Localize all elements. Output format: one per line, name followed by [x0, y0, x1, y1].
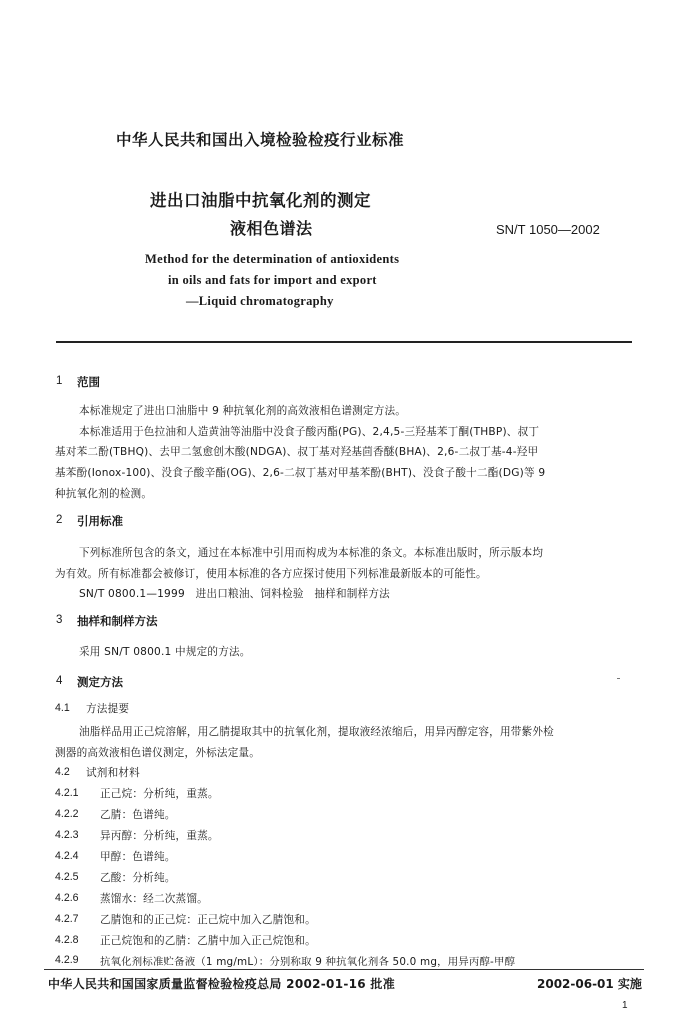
item-number: 4.2.3 — [55, 829, 79, 841]
english-title-line1: Method for the determination of antioxidents — [145, 252, 400, 266]
implementation-date: 2002-06-01 实施 — [537, 977, 642, 991]
item-text: 乙腈：色谱纯。 — [100, 809, 176, 821]
section-number: 1 — [56, 375, 63, 387]
paragraph-line: 下列标准所包含的条文，通过在本标准中引用而构成为本标准的条文。本标准出版时，所示版本均 — [79, 547, 544, 559]
section-number: 4 — [56, 675, 63, 687]
item-number: 4.2.9 — [55, 954, 79, 966]
section-number: 3 — [56, 614, 63, 626]
standard-number: SN/T 1050—2002 — [496, 222, 600, 237]
subsection-heading: 方法提要 — [86, 703, 130, 715]
paragraph-line: 本标准适用于色拉油和人造黄油等油脂中没食子酸丙酯(PG)、2,4,5-三羟基苯丁酮(THBP)、叔丁 — [79, 426, 540, 438]
footer-divider — [44, 969, 644, 970]
item-text: 乙腈饱和的正己烷：正己烷中加入乙腈饱和。 — [100, 914, 316, 926]
header-divider — [56, 341, 632, 343]
page-number: 1 — [622, 1000, 628, 1011]
item-text: 乙酸：分析纯。 — [100, 872, 176, 884]
section-number: 2 — [56, 514, 63, 526]
item-number: 4.2.6 — [55, 892, 79, 904]
reference-item: SN/T 0800.1—1999 进出口粮油、饲料检验 抽样和制样方法 — [79, 588, 390, 600]
paragraph-line: 采用 SN/T 0800.1 中规定的方法。 — [79, 646, 251, 658]
item-text: 正己烷饱和的乙腈：乙腈中加入正己烷饱和。 — [100, 935, 316, 947]
subsection-heading: 试剂和材料 — [86, 767, 140, 779]
industry-title: 中华人民共和国出入境检验检疫行业标准 — [116, 131, 405, 149]
approval-issuer: 中华人民共和国国家质量监督检验检疫总局 2002-01-16 批准 — [48, 977, 396, 991]
item-text: 甲醇：色谱纯。 — [100, 851, 176, 863]
section-heading-scope: 范围 — [77, 375, 100, 389]
item-number: 4.2.2 — [55, 808, 79, 820]
english-title-line2: in oils and fats for import and export — [168, 273, 377, 287]
item-number: 4.2.4 — [55, 850, 79, 862]
subsection-number: 4.2 — [55, 766, 70, 778]
item-number: 4.2.5 — [55, 871, 79, 883]
item-number: 4.2.1 — [55, 787, 79, 799]
english-title-line3: —Liquid chromatography — [186, 294, 334, 308]
paragraph-line: 基对苯二酚(TBHQ)、去甲二氢愈创木酸(NDGA)、叔丁基对羟基茴香醚(BHA)、2,6-二叔丁基-4-羟甲 — [55, 446, 539, 458]
paragraph-line: 种抗氧化剂的检测。 — [55, 488, 153, 500]
section-heading-sampling: 抽样和制样方法 — [77, 614, 158, 628]
paragraph-line: 本标准规定了进出口油脂中 9 种抗氧化剂的高效液相色谱测定方法。 — [79, 405, 407, 417]
paragraph-line: 油脂样品用正己烷溶解，用乙腈提取其中的抗氧化剂，提取液经浓缩后，用异丙醇定容，用带紫外检 — [79, 726, 554, 738]
document-title-line2: 液相色谱法 — [230, 219, 313, 238]
item-text: 正己烷：分析纯，重蒸。 — [100, 788, 219, 800]
subsection-number: 4.1 — [55, 702, 70, 714]
scan-speck — [617, 678, 620, 679]
item-text: 蒸馏水：经二次蒸馏。 — [100, 893, 208, 905]
item-text: 异丙醇：分析纯，重蒸。 — [100, 830, 219, 842]
document-title-line1: 进出口油脂中抗氧化剂的测定 — [150, 191, 371, 210]
section-heading-references: 引用标准 — [77, 514, 123, 528]
section-heading-method: 测定方法 — [77, 675, 123, 689]
paragraph-line: 测器的高效液相色谱仪测定，外标法定量。 — [55, 747, 261, 759]
item-text: 抗氧化剂标准贮备液（1 mg/mL）：分别称取 9 种抗氧化剂各 50.0 mg，用异丙醇-甲醇 — [100, 956, 516, 968]
paragraph-line: 为有效。所有标准都会被修订，使用本标准的各方应探讨使用下列标准最新版本的可能性。 — [55, 568, 487, 580]
item-number: 4.2.8 — [55, 934, 79, 946]
paragraph-line: 基苯酚(Ionox-100)、没食子酸辛酯(OG)、2,6-二叔丁基对甲基苯酚(BHT)、没食子酸十二酯(DG)等 9 — [55, 467, 546, 479]
item-number: 4.2.7 — [55, 913, 79, 925]
